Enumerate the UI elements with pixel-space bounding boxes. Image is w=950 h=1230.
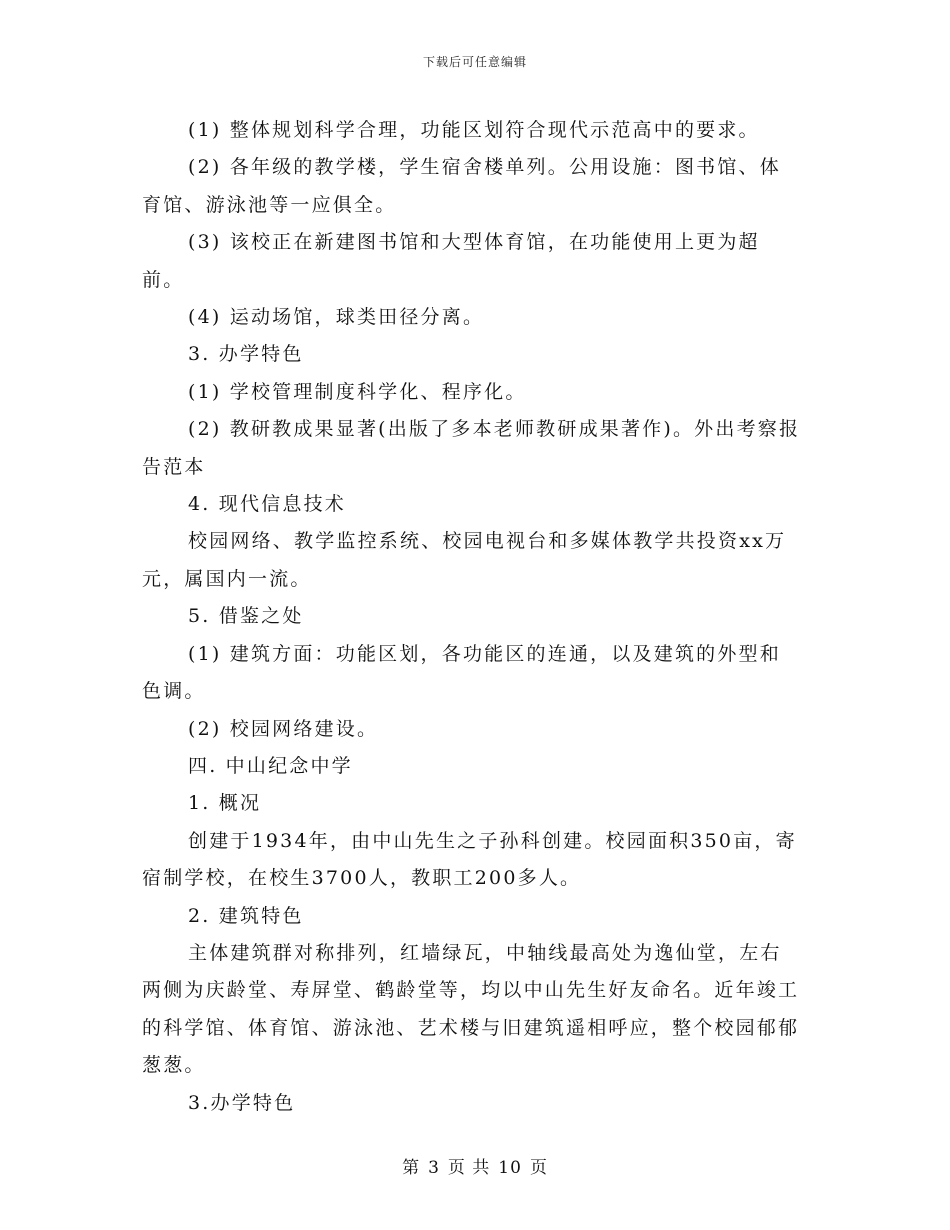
paragraph: 创建于1934年，由中山先生之子孙科创建。校园面积350亩，寄宿制学校，在校生3700人，教职工200多人。: [142, 829, 797, 890]
footer-middle: 页 共: [447, 1158, 491, 1178]
footer-total-pages: 10: [498, 1158, 522, 1178]
footer-current-page: 3: [428, 1158, 440, 1178]
section-heading: 4. 现代信息技术: [188, 493, 346, 516]
paragraph: 主体建筑群对称排列，红墙绿瓦，中轴线最高处为逸仙堂，左右两侧为庆龄堂、寿屏堂、鹤龄堂等，均以中山先生好友命名。近年竣工的科学馆、体育馆、游泳池、艺术楼与旧建筑遥相呼应，整个校园郁郁葱葱。: [142, 941, 800, 1077]
paragraph: (2) 各年级的教学楼，学生宿舍楼单列。公用设施：图书馆、体育馆、游泳池等一应俱全。: [142, 156, 781, 216]
section-heading: 3.办学特色: [188, 1091, 296, 1114]
paragraph: (3) 该校正在新建图书馆和大型体育馆，在功能使用上更为超前。: [142, 231, 760, 291]
section-heading: 3. 办学特色: [188, 343, 304, 366]
page-header-note: 下载后可任意编辑: [422, 55, 527, 69]
chapter-heading: 四. 中山纪念中学: [188, 754, 353, 777]
document-body: [142, 112, 802, 1122]
section-heading: 1. 概况: [188, 792, 262, 815]
paragraph: (1) 学校管理制度科学化、程序化。: [188, 380, 527, 403]
paragraph: (4) 运动场馆，球类田径分离。: [188, 306, 485, 329]
section-heading: 5. 借鉴之处: [188, 605, 304, 628]
paragraph: (1) 建筑方面：功能区划，各功能区的连通，以及建筑的外型和色调。: [142, 642, 781, 703]
footer-prefix: 第: [402, 1158, 421, 1178]
section-heading: 2. 建筑特色: [188, 904, 304, 927]
paragraph: (2) 教研教成果显著(出版了多本老师教研成果著作)。外出考察报告范本: [142, 418, 801, 478]
paragraph: (1) 整体规划科学合理，功能区划符合现代示范高中的要求。: [188, 119, 760, 141]
paragraph: 校园网络、教学监控系统、校园电视台和多媒体教学共投资xx万元，属国内一流。: [142, 530, 787, 590]
paragraph: (2) 校园网络建设。: [188, 717, 379, 740]
page-number-footer: [0, 1153, 950, 1178]
footer-suffix: 页: [529, 1158, 548, 1178]
